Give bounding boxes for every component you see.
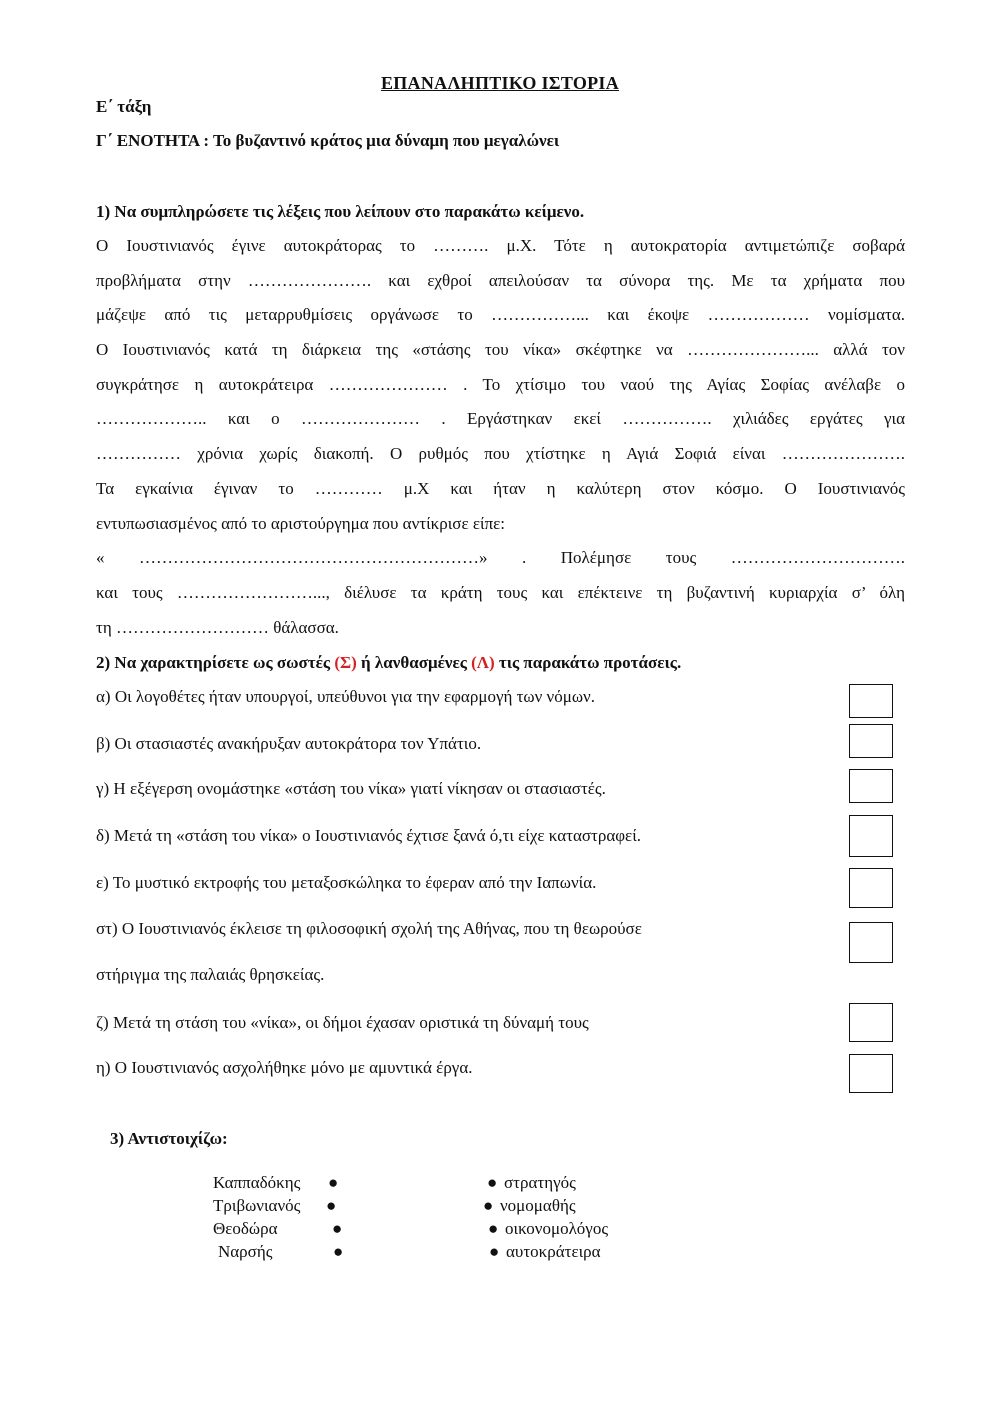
match-left-dot[interactable]: ● [333, 1242, 344, 1261]
class-label: Ε΄ τάξη [96, 97, 152, 116]
match-left-dot[interactable]: ● [332, 1219, 343, 1238]
fill-in-line: ……………….. και ο ………………… . Εργάστηκαν εκεί ……………. χιλιάδες εργάτες για [96, 409, 905, 429]
fill-in-line: προβλήματα στην …………………. και εχθροί απειλούσαν τα σύνορα της. Με τα χρήματα που [96, 270, 905, 290]
match-left-dot[interactable]: ● [328, 1173, 339, 1192]
statement-a: α) Οι λογοθέτες ήταν υπουργοί, υπεύθυνοι για την εφαρμογή των νόμων. [96, 687, 595, 706]
false-marker: (Λ) [471, 653, 495, 672]
fill-in-line: συγκράτησε η αυτοκράτειρα ………………… . Το χτίσιμο του ναού της Αγίας Σοφίας ανέλαβε ο [96, 374, 905, 394]
fill-in-line: …………… χρόνια χωρίς διακοπή. Ο ρυθμός που χτίστηκε η Αγιά Σοφιά είναι …………………. [96, 444, 905, 464]
fill-in-line: Ο Ιουστινιανός έγινε αυτοκράτορας το ………. μ.Χ. Τότε η αυτοκρατορία αντιμετώπιζε σοβαρά [96, 236, 905, 255]
answer-box-g[interactable] [849, 769, 893, 803]
fill-in-line: « ……………………………………………………» . Πολέμησε τους …………………………. [96, 548, 905, 568]
true-marker: (Σ) [334, 653, 357, 672]
match-right-item: στρατηγός [504, 1173, 576, 1192]
answer-box-z[interactable] [849, 1003, 893, 1042]
match-right-item: αυτοκράτειρα [506, 1242, 601, 1261]
match-left-dot[interactable]: ● [326, 1196, 337, 1215]
statement-st-continued: στήριγμα της παλαιάς θρησκείας. [96, 965, 325, 984]
answer-box-b[interactable] [849, 724, 893, 758]
match-left-item: Καππαδόκης [213, 1173, 301, 1192]
answer-box-i[interactable] [849, 1054, 893, 1093]
match-right-item: οικονομολόγος [505, 1219, 609, 1238]
statement-d: δ) Μετά τη «στάση του νίκα» ο Ιουστινιανός έχτισε ξανά ό,τι είχε καταστραφεί. [96, 826, 642, 845]
statement-e: ε) Το μυστικό εκτροφής του μεταξοσκώληκα το έφεραν από την Ιαπωνία. [96, 873, 597, 892]
exercise2-heading-after: τις παρακάτω προτάσεις. [494, 653, 682, 672]
match-right-dot[interactable]: ● [483, 1196, 494, 1215]
match-right-item: νομομαθής [500, 1196, 576, 1215]
match-left-item: Ναρσής [218, 1242, 273, 1261]
exercise3-heading: 3) Αντιστοιχίζω: [110, 1129, 228, 1148]
fill-in-line: Ο Ιουστινιανός κατά τη διάρκεια της «στάσης του νίκα» σκέφτηκε να …………………... αλλά τον [96, 340, 905, 360]
exercise1-heading: 1) Να συμπληρώσετε τις λέξεις που λείπουν στο παρακάτω κείμενο. [96, 202, 585, 221]
exercise2-heading-before: 2) Να χαρακτηρίσετε ως σωστές [96, 653, 335, 672]
fill-in-line: και τους ……………………..., διέλυσε τα κράτη τους και επέκτεινε τη βυζαντινή κυριαρχία σ’ όλη [96, 582, 905, 602]
match-left-item: Θεοδώρα [213, 1219, 278, 1238]
page-title: ΕΠΑΝΑΛΗΠΤΙΚΟ ΙΣΤΟΡΙΑ [380, 73, 620, 93]
fill-in-line: εντυπωσιασμένος από το αριστούργημα που αντίκρισε είπε: [96, 513, 506, 533]
statement-st: στ) Ο Ιουστινιανός έκλεισε τη φιλοσοφική σχολή της Αθήνας, που τη θεωρούσε [96, 919, 642, 938]
fill-in-line: μάζεψε από τις μεταρρυθμίσεις οργάνωσε το ……………... και έκοψε ……………… νομίσματα. [96, 305, 905, 325]
match-left-item: Τριβωνιανός [213, 1196, 301, 1215]
statement-g: γ) Η εξέγερση ονομάστηκε «στάση του νίκα» γιατί νίκησαν οι στασιαστές. [96, 779, 606, 798]
exercise1-text [96, 229, 905, 645]
fill-in-line: Τα εγκαίνια έγιναν το ………… μ.Χ και ήταν η καλύτερη στον κόσμο. Ο Ιουστινιανός [96, 478, 905, 498]
statement-z: ζ) Μετά τη στάση του «νίκα», οι δήμοι έχασαν οριστικά τη δύναμή τους [96, 1013, 589, 1032]
answer-box-d[interactable] [849, 815, 893, 857]
exercise2-heading [96, 653, 681, 673]
match-right-dot[interactable]: ● [487, 1173, 498, 1192]
match-right-dot[interactable]: ● [488, 1219, 499, 1238]
match-right-dot[interactable]: ● [489, 1242, 500, 1261]
answer-box-e[interactable] [849, 868, 893, 908]
unit-title: Γ΄ ΕΝΟΤΗΤΑ : Το βυζαντινό κράτος μια δύναμη που μεγαλώνει [96, 131, 560, 150]
answer-box-a[interactable] [849, 684, 893, 718]
statement-b: β) Οι στασιαστές ανακήρυξαν αυτοκράτορα τον Υπάτιο. [96, 734, 482, 753]
answer-box-st[interactable] [849, 922, 893, 963]
exercise2-heading-mid: ή λανθασμένες [356, 653, 472, 672]
fill-in-line: τη ……………………… θάλασσα. [96, 617, 339, 637]
statement-i: η) Ο Ιουστινιανός ασχολήθηκε μόνο με αμυντικά έργα. [96, 1058, 473, 1077]
